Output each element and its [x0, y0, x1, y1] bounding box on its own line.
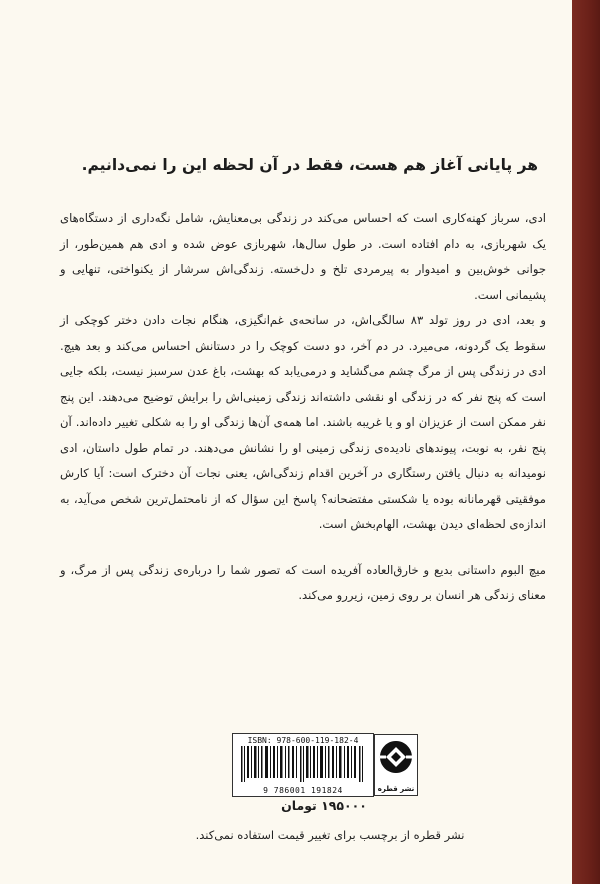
barcode — [232, 733, 374, 797]
spine-edge — [572, 0, 600, 884]
blurb-paragraph-3: میچ البوم داستانی بدیع و خارق‌العاده آفریده است که تصور شما را درباره‌ی زندگی پس از مرگ، و معنای زندگی هر انسان بر روی زمین، زیررو می‌کند. — [60, 562, 546, 602]
barcode-bars — [241, 746, 365, 782]
barcode-digits: 9 786001 191824 — [263, 786, 343, 795]
isbn-label: ISBN: 978-600-119-182-4 — [247, 736, 359, 745]
blurb-paragraph-1: ادی، سرباز کهنه‌کاری است که احساس می‌کند در زندگی بی‌معنایش، شامل نگه‌داری از دستگاه‌های یک شهربازی، به دام افتاده است. در طول سال‌ها، شهربازی عوض شده و ادی هم همین‌طور، از جوانی خوش‌بین و امیدوار به پیرمردی تلخ و دل‌خسته. زندگی‌اش سرشار از یکنواختی، تنهایی و پشیمانی است. — [60, 211, 546, 302]
publisher-logo-icon — [375, 737, 417, 781]
tagline: هر پایانی آغاز هم هست، فقط در آن لحظه این را نمی‌دانیم. — [81, 156, 538, 174]
blurb-text — [60, 206, 546, 609]
price-notice: نشر قطره از برچسب برای تغییر قیمت استفاده نمی‌کند. — [195, 828, 465, 842]
publisher-name: نشر قطره — [377, 785, 415, 793]
price: ۱۹۵۰۰۰ تومان — [281, 798, 367, 813]
publisher-logo — [374, 734, 418, 796]
blurb-paragraph-2: و بعد، ادی در روز تولد ۸۳ سالگی‌اش، در سانحه‌ی غم‌انگیزی، هنگام نجات دادن دختر کوچکی از سقوط یک گردونه، می‌میرد. در دم آخر، دو دست کوچک را در دستانش احساس می‌کند و بعد هیچ. ادی در زندگی پس از مرگ چشم می‌گشاید و درمی‌یابد که بهشت، باغ عدن سرسبز نیست، بلکه جایی است که پنج نفر که در زندگی او نقشی داشته‌اند زندگی زمینی‌اش را برایش توضیح می‌دهند. این پنج نفر ممکن است از عزیزان او و یا غریبه باشند. اما همه‌ی آن‌ها زندگی او را به شکلی تغییر داده‌اند. آن پنج نفر، به نوبت، پیوندهای نادیده‌ی زندگی زمینی او را نشانش می‌دهند. در تمام طول داستان، ادی نومیدانه به دنبال یافتن رستگاری در آخرین اقدام زندگی‌اش، یعنی نجات آن دخترک است: آیا کارش موفقیتی قهرمانانه بوده یا شکستی مفتضحانه؟ پاسخ این سؤال که از نامحتمل‌ترین شخص می‌آید، به اندازه‌ی لحظه‌ای دیدن بهشت، الهام‌بخش است. — [60, 313, 546, 531]
